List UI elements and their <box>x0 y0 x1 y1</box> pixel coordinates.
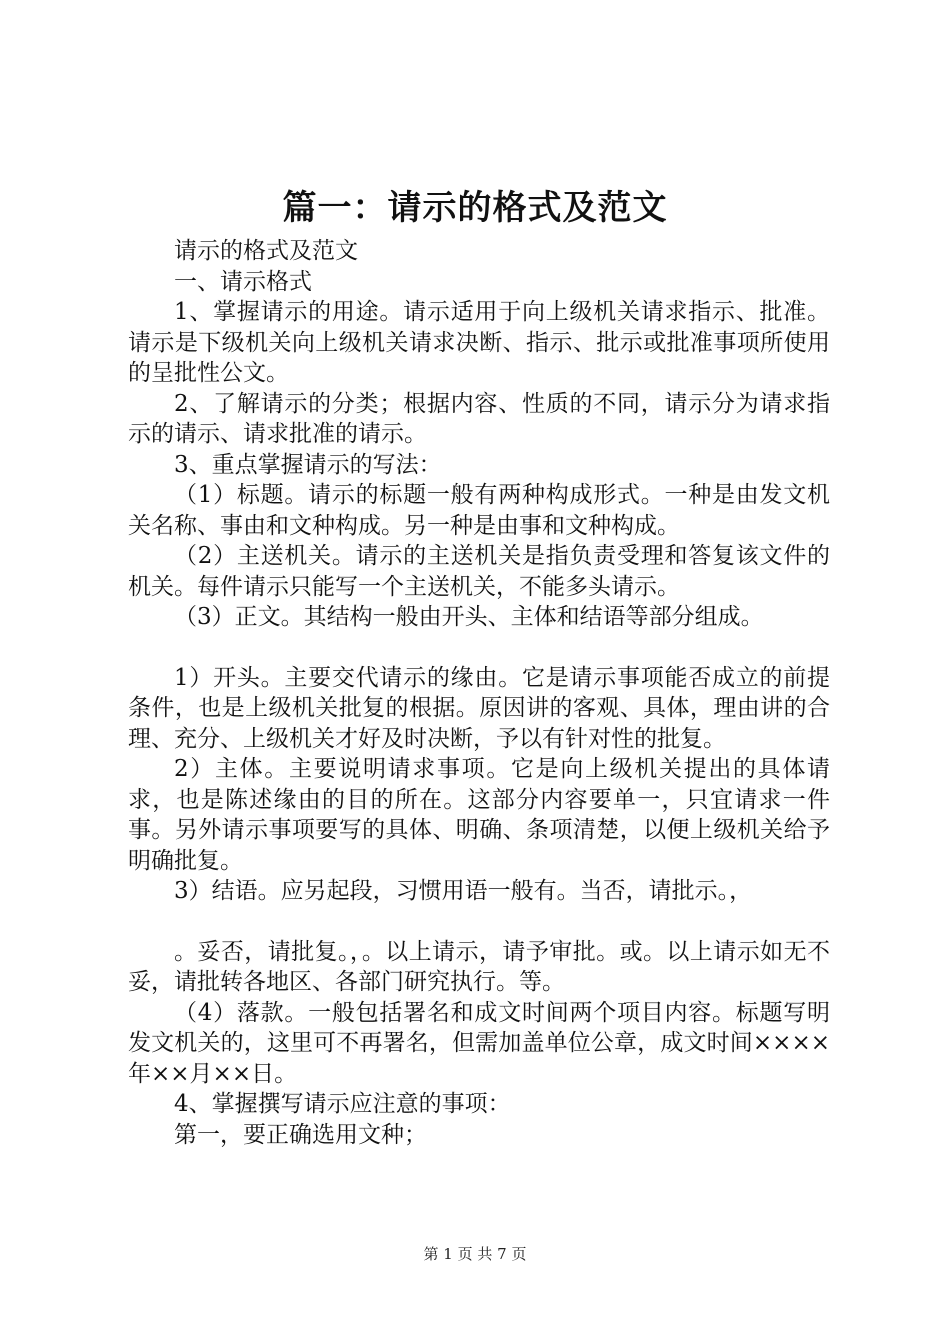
paragraph: 3）结语。应另起段，习惯用语一般有。当否，请批示。， <box>174 878 753 904</box>
paragraph: （4）落款。一般包括署名和成文时间两个项目内容。标题写明发文机关的，这里可不再署名，但需加盖单位公章，成文时间××××年××月××日。 <box>128 999 830 1087</box>
paragraph: （1）标题。请示的标题一般有两种构成形式。一种是由发文机关名称、事由和文种构成。另一种是由事和文种构成。 <box>128 482 830 539</box>
paragraph: （3）正文。其结构一般由开头、主体和结语等部分组成。 <box>174 604 764 630</box>
document-body <box>128 236 830 1150</box>
paragraph: 请示的格式及范文 <box>174 238 358 264</box>
paragraph: 3、重点掌握请示的写法： <box>174 451 442 478</box>
page-footer: 第 1 页 共 7 页 <box>423 1245 527 1263</box>
paragraph: 4、掌握撰写请示应注意的事项： <box>174 1091 511 1117</box>
paragraph: 。妥否，请批复。，。以上请示，请予审批。或。以上请示如无不妥，请批转各地区、各部门研究执行。等。 <box>128 938 830 995</box>
paragraph: 第一，要正确选用文种； <box>174 1121 427 1148</box>
paragraph: 1、掌握请示的用途。请示适用于向上级机关请求指示、批准。请示是下级机关向上级机关请求决断、指示、批示或批准事项所使用的呈批性公文。 <box>128 299 830 386</box>
paragraph: （2）主送机关。请示的主送机关是指负责受理和答复该文件的机关。每件请示只能写一个主送机关，不能多头请示。 <box>128 543 830 600</box>
paragraph: 一、请示格式 <box>174 268 312 295</box>
document-title: 篇一：请示的格式及范文 <box>282 188 668 228</box>
paragraph: 2）主体。主要说明请求事项。它是向上级机关提出的具体请求，也是陈述缘由的目的所在。这部分内容要单一，只宜请求一件事。另外请示事项要写的具体、明确、条项清楚，以便上级机关给予明确批复。 <box>128 756 830 874</box>
paragraph: 1）开头。主要交代请示的缘由。它是请示事项能否成立的前提条件，也是上级机关批复的根据。原因讲的客观、具体，理由讲的合理、充分、上级机关才好及时决断，予以有针对性的批复。 <box>128 664 830 752</box>
paragraph: 2、了解请示的分类；根据内容、性质的不同，请示分为请求指示的请示、请求批准的请示。 <box>128 390 830 447</box>
